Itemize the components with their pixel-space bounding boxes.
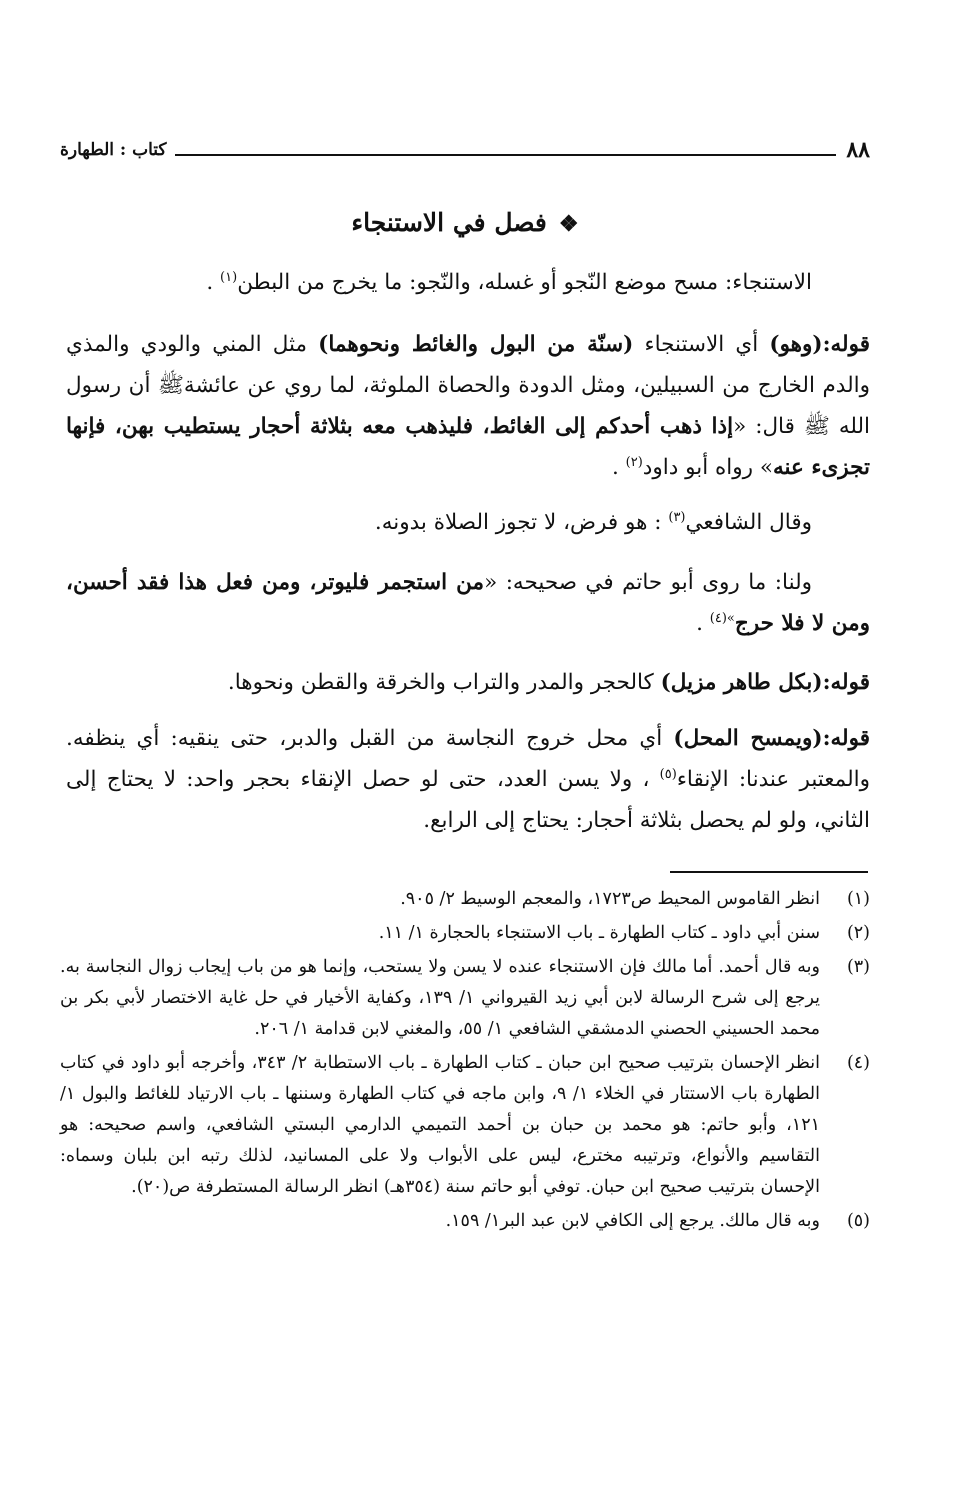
footnote-text: وبه قال أحمد. أما مالك فإن الاستنجاء عنده لا يسن ولا يستحب، وإنما هو من باب إيجاب زوال النجاسة به. يرجع إلى شرح الرسالة لابن أبي زيد القيرواني ١/ ١٣٩، وكفاية الأخيار في حل غاية الاختصار لأبي بكر بن محمد الحسيني الحصني الدمشقي الشافعي ١/ ٥٥، والمغني لابن قدامة ١/ ٢٠٦. (60, 957, 820, 1039)
paragraph-shafii (66, 502, 870, 543)
paragraph-wipe-place (66, 718, 870, 841)
footnote-number: (٣) (846, 957, 870, 977)
paragraph-text: : هو فرض، لا تجوز الصلاة بدونه. (374, 510, 669, 535)
hadith-text: من استجمر فليوتر، ومن فعل هذا فقد أحسن، ومن لا فلا حرج (66, 570, 870, 636)
footnote-number: (٢) (846, 923, 870, 943)
footnote-number: (١) (846, 889, 870, 909)
footnote (60, 1206, 870, 1237)
footnote-ref: (١) (220, 269, 238, 285)
matn-quote: (ويمسح المحل) (673, 726, 823, 751)
footnote-separator (670, 871, 868, 873)
paragraph-text: ولنا: ما روى أبو حاتم في صحيحه: « (484, 570, 812, 595)
footnote-number: (٥) (846, 1211, 870, 1231)
footnote (60, 884, 870, 915)
paragraph-text: كالحجر والمدر والتراب والخرقة والقطن ونحوها. (227, 670, 661, 695)
qawluhu-label: قوله: (822, 726, 870, 751)
paragraph-text: أي الاستنجاء (633, 332, 770, 357)
running-header (60, 133, 870, 161)
section-title: فصل في الاستنجاء (351, 208, 547, 237)
matn-quote: (وهو) (769, 332, 823, 357)
paragraph-text: أي محل خروج النجاسة من القبل والدبر، حتى ينقيه: أي ينظفه. والمعتبر عندنا: الإنقاء (66, 726, 870, 792)
paragraph-text: مثل المني والودي والمذي والدم الخارج من السبيلين، ومثل الدودة والحصاة الملوثة، لما روي عن عائشةﷺ أن رسول الله ﷺ قال: « (66, 332, 870, 439)
qawluhu-label: قوله: (822, 670, 870, 695)
footnotes (60, 884, 870, 1240)
paragraph-pure-remover (66, 662, 870, 703)
paragraph-text: ، ولا يسن العدد، حتى لو حصل الإنقاء بحجر واحد: لا يحتاج إلى الثاني، ولو لم يحصل بثلاثة أحجار: يحتاج إلى الرابع. (66, 767, 870, 833)
paragraph-definition: الاستنجاء: مسح موضع النّجو أو غسله، والنّجو: ما يخرج من البطن$^{(١)}$ . (66, 262, 870, 303)
footnote-text: سنن أبي داود ـ كتاب الطهارة ـ باب الاستنجاء بالحجارة ١/ ١١. (378, 923, 820, 943)
footnote (60, 952, 870, 1045)
footnote-text: انظر الإحسان بترتيب صحيح ابن حبان ـ كتاب الطهارة ـ باب الاستطابة ٢/ ٣٤٣، وأخرجه أبو داود في كتاب الطهارة باب الاستتار في الخلاء ١/ ٩، وابن ماجه في كتاب الطهارة وسننها ـ باب الارتياد للغائط والبول ١/ ١٢١، وأبو حاتم: هو محمد بن حبان بن أحمد التميمي الدارمي البستي الشافعي، واسم صحيحه: هو التقاسيم والأنواع، وترتيبه مخترع، ليس على الأبواب ولا على المسانيد، لذلك رتبه ابن بلبان وسماه: الإحسان بترتيب صحيح ابن حبان. توفي أبو حاتم سنة (٣٥٤هـ) انظر الرسالة المستطرفة ص(٢٠). (60, 1053, 820, 1197)
hadith-text: إذا ذهب أحدكم إلى الغائط، فليذهب معه بثلاثة أحجار يستطيب بهن، فإنها تجزىء عنه (66, 414, 870, 480)
paragraph-text: » رواه أبو داود (642, 455, 773, 480)
header-rule (175, 154, 837, 156)
ornament-icon: ❖ (558, 211, 579, 237)
footnote-text: وبه قال مالك. يرجع إلى الكافي لابن عبد البر١/ ١٥٩. (445, 1211, 820, 1231)
paragraph-text: الاستنجاء: مسح موضع النّجو أو غسله، والنّجو: ما يخرج من البطن (237, 270, 812, 295)
page-number: ٨٨ (846, 137, 870, 163)
footnote-ref: »(٤) (709, 610, 735, 626)
footnote-number: (٤) (846, 1053, 870, 1073)
qawluhu-label: قوله: (822, 332, 870, 357)
matn-quote: (بكل طاهر مزيل) (660, 670, 823, 695)
footnote (60, 918, 870, 949)
matn-quote: (سنّة من البول والغائط ونحوهما) (318, 332, 634, 357)
footnote-ref: (٣) (668, 509, 686, 525)
section-heading (60, 206, 870, 241)
footnote-ref: (٢) (625, 454, 643, 470)
paragraph-text: وقال الشافعي (685, 510, 812, 535)
paragraph-istinja-sunna: قوله:(وهو) أي الاستنجاء (سنّة من البول والغائط ونحوهما) مثل المني والودي والمذي والدم الخارج من السبيلين، ومثل الدودة والحصاة الملوثة، لما روي عن عائشةﷺ أن رسول الله ﷺ قال: «إذا ذهب أحدكم إلى الغائط، فليذهب معه بثلاثة أحجار يستطيب بهن، فإنها تجزىء عنه» رواه أبو داود$^{(٢)}$ . (66, 332, 870, 480)
book-title: كتاب : الطهارة (60, 140, 167, 160)
footnote-text: انظر القاموس المحيط ص١٧٢٣، والمعجم الوسيط ٢/ ٩٠٥. (400, 889, 820, 909)
footnote-ref: (٥) (659, 766, 677, 782)
paragraph-our-view: ولنا: ما روى أبو حاتم في صحيحه: «من استجمر فليوتر، ومن فعل هذا فقد أحسن، ومن لا فلا حرج$^{»(٤)}$ . (66, 570, 870, 636)
footnote (60, 1048, 870, 1203)
